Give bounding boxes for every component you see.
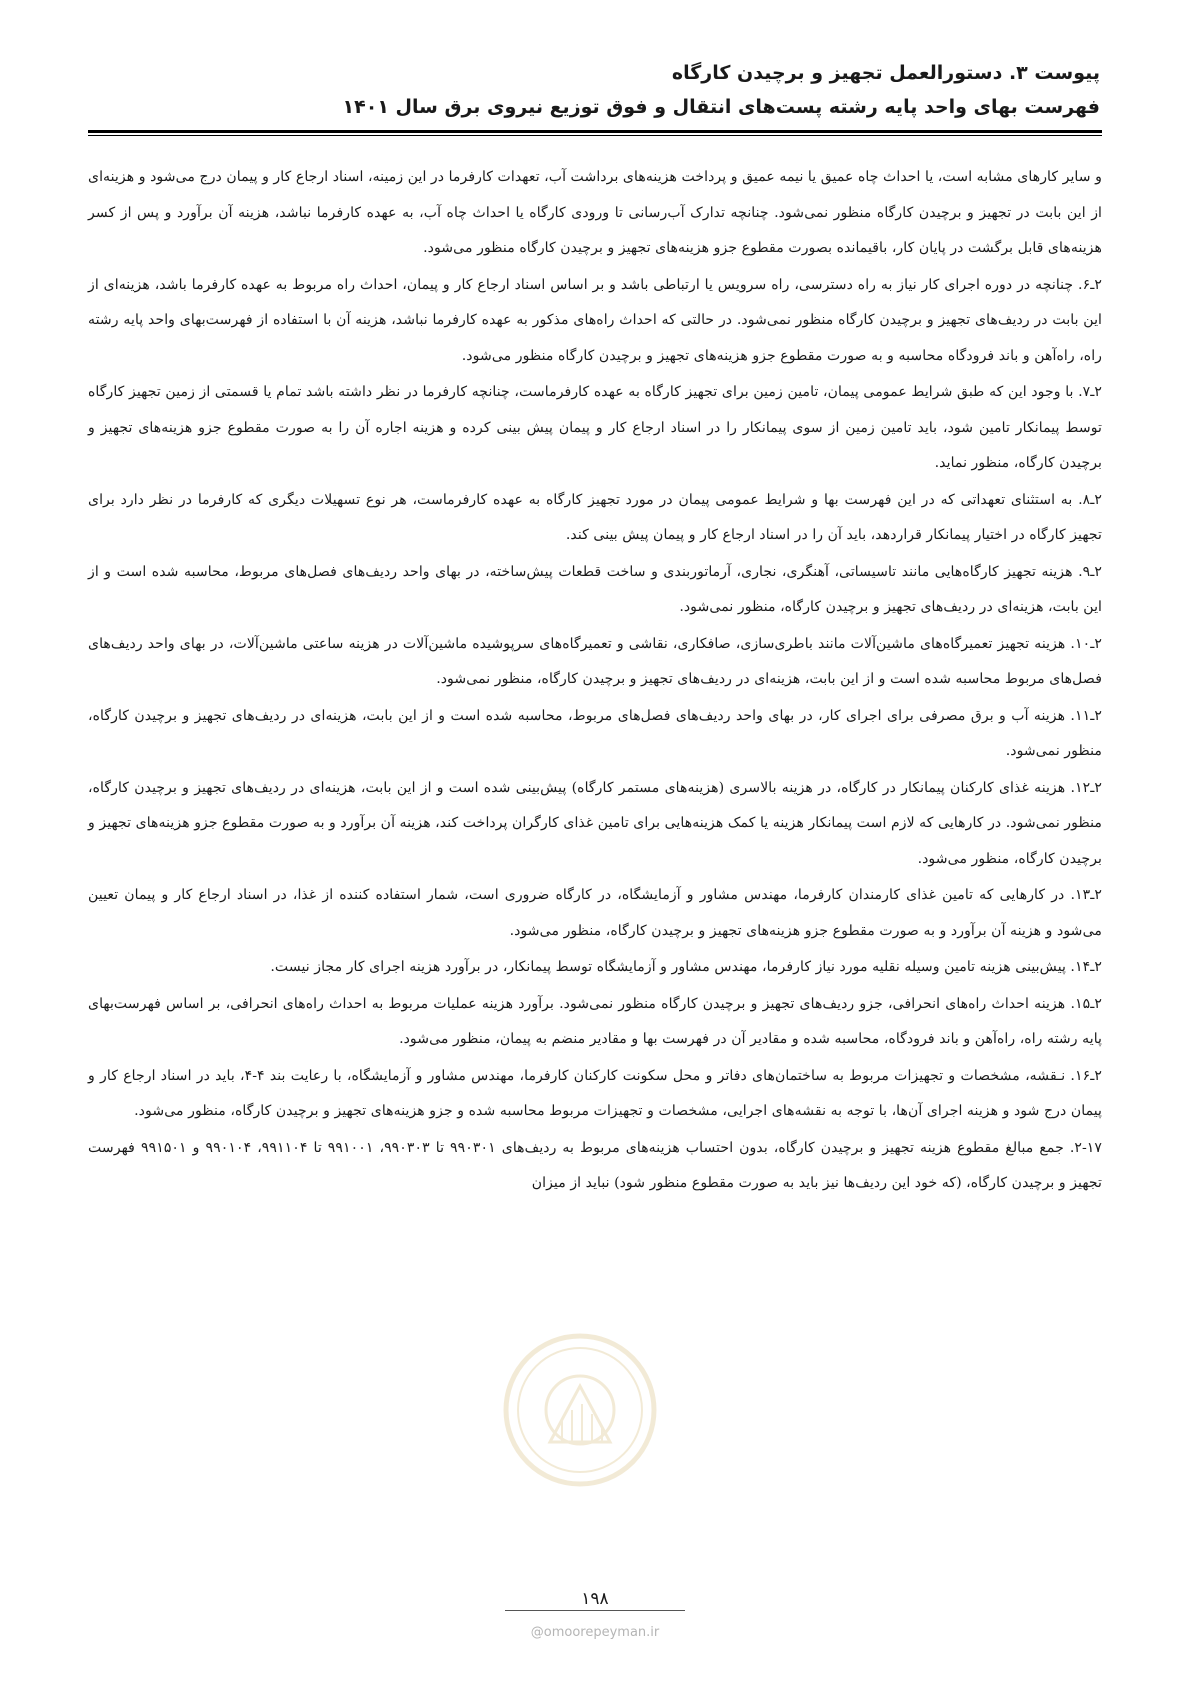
paragraph-2-17: ۲-۱۷. جمع مبالغ مقطوع هزینه تجهیز و برچیدن کارگاه، بدون احتساب هزینه‌های مربوط به ردیف‌های ۹۹۰۳۰۱ تا ۹۹۰۳۰۳، ۹۹۱۰۰۱ تا ۹۹۱۱۰۴، ۹۹۰۱۰۴ و ۹۹۱۵۰۱ فهرست تجهیز و برچیدن کارگاه، (که خود این ردیف‌ها نیز باید به صورت مقطوع منظور شود) نباید از میزان [88,1139,1103,1191]
watermark-seal-icon [500,1330,660,1490]
paragraph-2-6: ۲ـ۶. چنانچه در دوره اجرای کار نیاز به راه دسترسی، راه سرویس یا ارتباطی باشد و بر اساس اسناد ارجاع کار و پیمان، احداث راه مربوط به عهده کارفرما باشد، هزینه‌ای از این بابت در ردیف‌های تجهیز و برچیدن کارگاه منظور نمی‌شود. در حالتی که احداث راه‌های مذکور به عهده کارفرما نباشد، هزینه آن با استفاده از فهرست‌بهای واحد پایه رشته راه، راه‌آهن و باند فرودگاه محاسبه و به صورت مقطوع جزو هزینه‌های تجهیز و برچیدن کارگاه منظور می‌شود. [88,276,1102,364]
paragraph-2-12: ۲ـ۱۲. هزینه غذای کارکنان پیمانکار در کارگاه، در هزینه بالاسری (هزینه‌های مستمر کارگاه) پیش‌بینی شده است و از این بابت، هزینه‌ای در ردیف‌های تجهیز و برچیدن کارگاه، منظور نمی‌شود. در کارهایی که لازم است پیمانکار هزینه یا کمک هزینه‌هایی برای تامین غذای کارگران پرداخت کند، هزینه آن برآورد و به صورت مقطوع جزو هزینه‌های تجهیز و برچیدن کارگاه، منظور می‌شود. [88,779,1102,867]
paragraph-2-11: ۲ـ۱۱. هزینه آب و برق مصرفی برای اجرای کار، در بهای واحد ردیف‌های فصل‌های مربوط، محاسبه شده است و از این بابت، هزینه‌ای در ردیف‌های تجهیز و برچیدن کارگاه، منظور نمی‌شود. [88,707,1102,759]
paragraph-2-15: ۲ـ۱۵. هزینه احداث راه‌های انحرافی، جزو ردیف‌های تجهیز و برچیدن کارگاه منظور نمی‌شود. برآورد هزینه عملیات مربوط به احداث راه‌های انحرافی، بر اساس فهرست‌بهای پایه رشته راه، راه‌آهن و باند فرودگاه، محاسبه شده و مقادیر آن در فهرست بها و مقادیر منضم به پیمان، منظور می‌شود. [88,995,1102,1047]
paragraph-continuation: و سایر کارهای مشابه است، یا احداث چاه عمیق یا نیمه عمیق و پرداخت هزینه‌های برداشت آب، تعهدات کارفرما در این زمینه، اسناد ارجاع کار و پیمان درج می‌شود و هزینه‌ای از این بابت در تجهیز و برچیدن کارگاه منظور نمی‌شود. چنانچه تدارک آب‌رسانی تا ورودی کارگاه یا احداث چاه آب، به عهده کارفرما نباشد، هزینه آن برآورد و پس از کسر هزینه‌های قابل برگشت در پایان کار، باقیمانده بصورت مقطوع جزو هزینه‌های تجهیز و برچیدن کارگاه منظور می‌شود. [88,169,1102,256]
appendix-title: پیوست ۳. دستورالعمل تجهیز و برچیدن کارگاه [671,62,1100,84]
page-number: ۱۹۸ [581,1589,609,1609]
body-content [88,160,1102,1203]
footer-url[interactable]: @omoorepeyman.ir [530,1625,660,1640]
paragraph-2-14: ۲ـ۱۴. پیش‌بینی هزینه تامین وسیله نقلیه مورد نیاز کارفرما، مهندس مشاور و آزمایشگاه توسط پیمانکار، در برآورد هزینه اجرای کار مجاز نیست. [270,959,1102,975]
paragraph-2-10: ۲ـ۱۰. هزینه تجهیز تعمیرگاه‌های ماشین‌آلات مانند باطری‌سازی، صافکاری، نقاشی و تعمیرگاه‌های سرپوشیده ماشین‌آلات در هزینه ساعتی ماشین‌آلات، در بهای واحد ردیف‌های فصل‌های مربوط محاسبه شده است و از این بابت، هزینه‌ای در ردیف‌های تجهیز و برچیدن کارگاه، منظور نمی‌شود. [88,635,1102,687]
paragraph-2-7: ۲ـ۷. با وجود این که طبق شرایط عمومی پیمان، تامین زمین برای تجهیز کارگاه به عهده کارفرماست، چنانچه کارفرما در نظر داشته باشد تمام یا قسمتی از زمین تجهیز کارگاه توسط پیمانکار تامین شود، باید تامین زمین از سوی پیمانکار را در اسناد ارجاع کار و پیمان پیش بینی کرده و هزینه اجاره آن را به صورت مقطوع جزو هزینه‌های تجهیز و برچیدن کارگاه، منظور نماید. [88,384,1102,471]
header-rule-thin [88,135,1102,136]
paragraph-2-8: ۲ـ۸. به استثنای تعهداتی که در این فهرست بها و شرایط عمومی پیمان در مورد تجهیز کارگاه به عهده کارفرماست، هر نوع تسهیلات دیگری که کارفرما در نظر دارد برای تجهیز کارگاه در اختیار پیمانکار قراردهد، باید آن را در اسناد ارجاع کار و پیمان پیش بینی کند. [88,491,1102,543]
paragraph-2-16: ۲ـ۱۶. نـقشه، مشخصات و تجهیزات مربوط به ساختمان‌های دفاتر و محل سکونت کارکنان کارفرما، مهندس مشاور و آزمایشگاه، با رعایت بند ۴-۴، باید در اسناد ارجاع کار و پیمان درج شود و هزینه اجرای آن‌ها، با توجه به نقشه‌های اجرایی، مشخصات و تجهیزات مربوط محاسبه شده و جزو هزینه‌های تجهیز و برچیدن کارگاه، منظور می‌شود. [88,1067,1102,1119]
paragraph-2-13: ۲ـ۱۳. در کارهایی که تامین غذای کارمندان کارفرما، مهندس مشاور و آزمایشگاه، در کارگاه ضروری است، شمار استفاده کننده از غذا، در اسناد ارجاع کار و پیمان تعیین می‌شود و هزینه آن برآورد و به صورت مقطوع جزو هزینه‌های تجهیز و برچیدن کارگاه، منظور می‌شود. [88,887,1102,939]
page-header [90,56,1100,124]
paragraph-2-9: ۲ـ۹. هزینه تجهیز کارگاه‌هایی مانند تاسیساتی، آهنگری، نجاری، آرماتوربندی و ساخت قطعات پیش‌ساخته، در بهای واحد ردیف‌های فصل‌های مربوط، محاسبه شده است و از این بابت، هزینه‌ای در ردیف‌های تجهیز و برچیدن کارگاه، منظور نمی‌شود. [88,563,1102,615]
header-rule-thick [88,130,1102,133]
document-title: فهرست بهای واحد پایه رشته پست‌های انتقال و فوق توزیع نیروی برق سال ۱۴۰۱ [342,96,1100,118]
footer-rule [505,1610,685,1611]
